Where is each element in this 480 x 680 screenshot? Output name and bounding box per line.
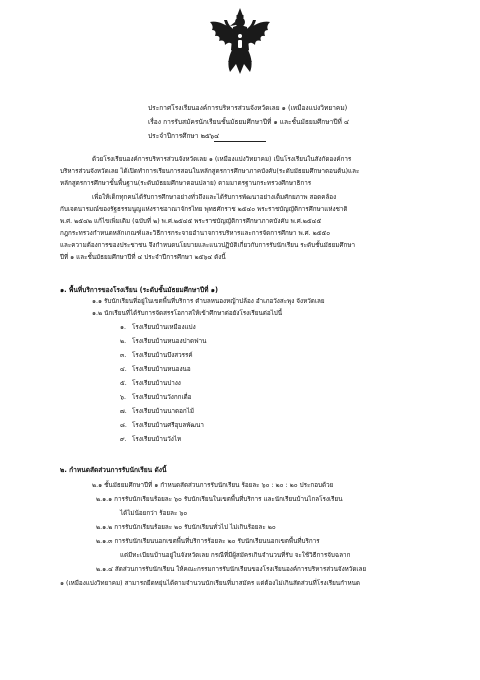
school-name: โรงเรียนบ้านนาดอกไม้ — [132, 408, 195, 415]
section-1-title: ๑. พื้นที่บริการของโรงเรียน (ระดับชั้นมัธยมศึกษาปีที่ ๑) — [60, 286, 218, 294]
section-1-item: ๑.๑ รับนักเรียนที่อยู่ในเขตพื้นที่บริการ ตำบลหนองหญ้าปล้อง อำเภอวังสะพุง จังหวัดเลย — [92, 298, 325, 305]
garuda-emblem-icon — [206, 6, 274, 82]
school-name: โรงเรียนบ้านวังไห — [132, 436, 182, 443]
school-number: ๕. — [120, 380, 127, 387]
section-2-title: ๒. กำหนดสัดส่วนการรับนักเรียน ดังนี้ — [60, 466, 167, 474]
school-name: โรงเรียนบ้านปางง — [132, 380, 181, 387]
section-1-item: ๑.๒ นักเรียนที่ได้รับการจัดสรรโอกาสให้เข้าศึกษาต่อยังโรงเรียนต่อไปนี้ — [92, 310, 283, 317]
school-list-item — [120, 352, 193, 360]
school-list-item — [120, 366, 191, 374]
school-number: ๗. — [120, 408, 127, 415]
school-number: ๒. — [120, 338, 127, 345]
intro-line: หลักสูตรการศึกษาขั้นพื้นฐาน(ระดับมัธยมศึกษาตอนปลาย) ตามมาตรฐานกระทรวงศึกษาธิการ — [60, 180, 312, 187]
school-number: ๑. — [120, 324, 126, 331]
header-divider — [214, 141, 266, 142]
section-2-line: ได้ไม่น้อยกว่า ร้อยละ ๖๐ — [120, 510, 188, 517]
school-list-item — [120, 436, 181, 444]
school-list-item — [120, 380, 181, 388]
academic-year: ประจำปีการศึกษา ๒๕๖๔ — [148, 132, 220, 140]
section-2-line: ๒.๑.๓ การรับนักเรียนนอกเขตพื้นที่บริการร้อยละ ๒๐ รับนักเรียนนอกเขตพื้นที่บริการ — [96, 538, 320, 545]
school-number: ๙. — [120, 436, 127, 443]
announcement-title: ประกาศโรงเรียนองค์การบริหารส่วนจังหวัดเลย ๑ (เหมืองแบ่งวิทยาคม) — [148, 104, 348, 112]
school-name: โรงเรียนบ้านบึงสวรรค์ — [132, 352, 193, 359]
school-list-item — [120, 408, 194, 416]
school-list-item — [120, 394, 191, 402]
school-name: โรงเรียนบ้านหนองปาดฟาน — [132, 338, 207, 345]
section-2-line: ๒.๑.๔ สัดส่วนการรับนักเรียน ให้คณะกรรมการรับนักเรียนของโรงเรียนองค์การบริหารส่วนจังหวัดเลย — [96, 566, 367, 573]
school-number: ๘. — [120, 422, 127, 429]
school-number: ๓. — [120, 352, 127, 359]
announcement-subject: เรื่อง การรับสมัครนักเรียนชั้นมัธยมศึกษาปีที่ ๑ และชั้นมัธยมศึกษาปีที่ ๔ — [148, 118, 349, 126]
intro-line: พ.ศ. ๒๕๔๒ แก้ไขเพิ่มเติม (ฉบับที่ ๒) พ.ศ.๒๕๔๕ พระราชบัญญัติการศึกษาภาคบังคับ พ.ศ.๒๕๔๕ — [60, 218, 322, 225]
intro-line: และความต้องการของประชาชน จึงกำหนดนโยบายและแนวปฏิบัติเกี่ยวกับการรับนักเรียน ระดับชั้นมัธยมศึกษา — [60, 242, 356, 249]
intro-line: เพื่อให้เด็กทุกคนได้รับการศึกษาอย่างทั่วถึงและได้รับการพัฒนาอย่างเต็มศักยภาพ สอดคล้อง — [92, 194, 337, 201]
school-list-item — [120, 324, 196, 332]
school-name: โรงเรียนบ้านหนองนอ — [132, 366, 191, 373]
section-2-line: ๒.๑ ชั้นมัธยมศึกษาปีที่ ๑ กำหนดสัดส่วนการรับนักเรียน ร้อยละ ๖๐ : ๒๐ : ๒๐ ประกอบด้วย — [92, 482, 334, 489]
intro-line: ปีที่ ๑ และชั้นมัธยมศึกษาปีที่ ๔ ประจำปีการศึกษา ๒๕๖๔ ดังนี้ — [60, 254, 226, 261]
section-2-line: ๒.๑.๑ การรับนักเรียนร้อยละ ๖๐ รับนักเรียนในเขตพื้นที่บริการ และนักเรียนบ้านไกลโรงเรียน — [96, 496, 343, 503]
school-list-item — [120, 338, 206, 346]
section-2-line: ๒.๑.๒ การรับนักเรียนร้อยละ ๒๐ รับนักเรียนทั่วไป ไม่เกินร้อยละ ๒๐ — [96, 524, 276, 531]
school-list-item — [120, 422, 204, 430]
section-2-line: แต่มีทะเบียนบ้านอยู่ในจังหวัดเลย กรณีที่มีผู้สมัครเกินจำนวนที่รับ จะใช้วิธีการจับฉลาก — [120, 552, 351, 559]
intro-line: บริหารส่วนจังหวัดเลย ได้เปิดทำการเรียนการสอนในหลักสูตรการศึกษาภาคบังคับ(ระดับมัธยมศึกษาตอนต้น)และ — [60, 168, 360, 175]
school-name: โรงเรียนบ้านเหมืองแบ่ง — [132, 324, 196, 331]
intro-line: กับเจตนารมณ์ของรัฐธรรมนูญแห่งราชอาณาจักรไทย พุทธศักราช ๒๕๔๐ พระราชบัญญัติการศึกษาแห่งชาติ — [60, 206, 348, 213]
school-number: ๖. — [120, 394, 126, 401]
school-name: โรงเรียนบ้านศรีอุบลพัฒนา — [132, 422, 204, 429]
school-name: โรงเรียนบ้านวังกกเดื่อ — [132, 394, 192, 401]
school-number: ๔. — [120, 366, 127, 373]
intro-line: ด้วยโรงเรียนองค์การบริหารส่วนจังหวัดเลย ๑ (เหมืองแบ่งวิทยาคม) เป็นโรงเรียนในสังกัดองค์การ — [92, 156, 352, 163]
intro-line: กฎกระทรวงกำหนดหลักเกณฑ์และวิธีการกระจายอำนาจการบริหารและการจัดการศึกษา พ.ศ. ๒๕๕๐ — [60, 230, 331, 237]
section-2-line: ๑ (เหมืองแบ่งวิทยาคม) สามารถยืดหยุ่นได้ตามจำนวนนักเรียนที่มาสมัคร แต่ต้องไม่เกินสัดส่วนที่โรงเรียนกำหนด — [60, 580, 360, 587]
